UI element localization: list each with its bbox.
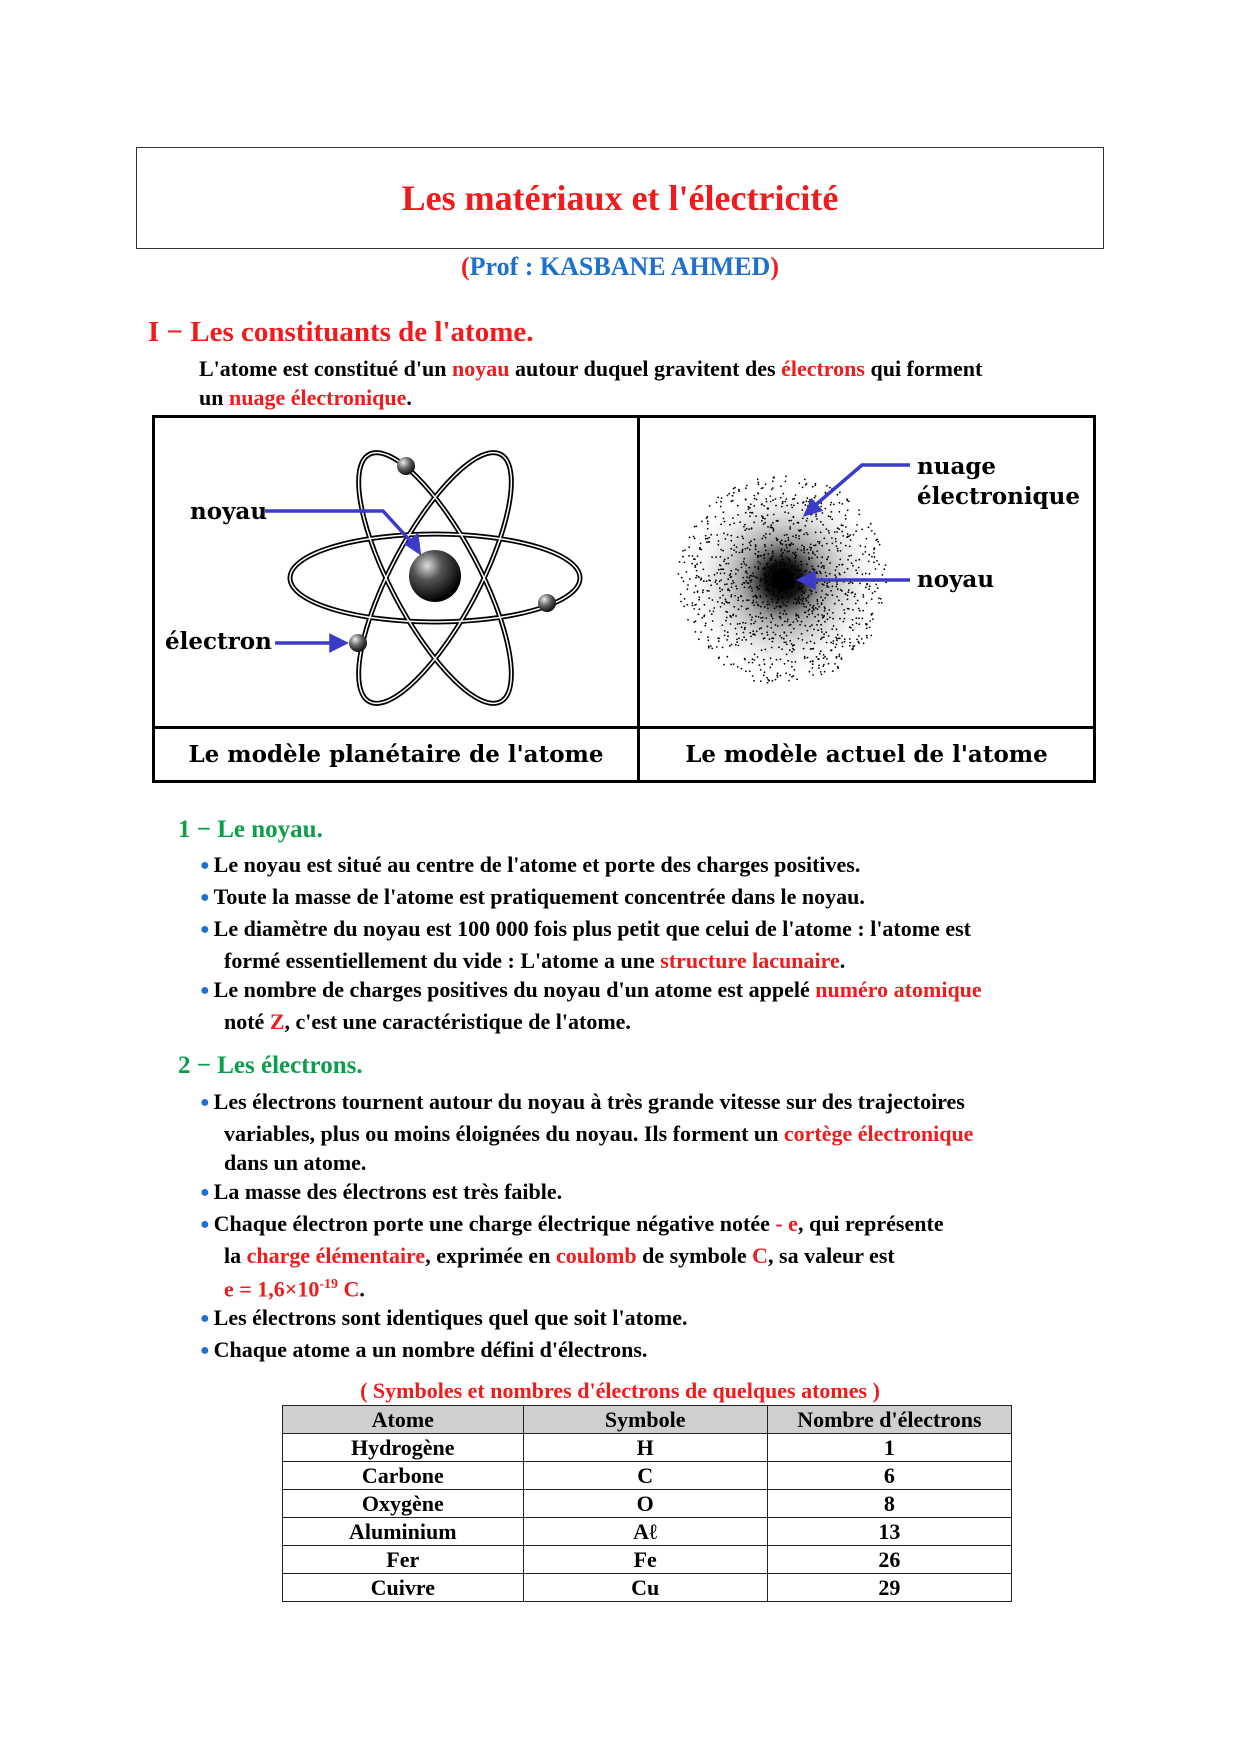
intro-text: . <box>406 385 412 410</box>
bullet-dot-icon: ● <box>200 982 210 999</box>
bullet-continuation <box>200 1148 1120 1177</box>
planetary-model-illustration <box>155 418 637 726</box>
cloud-model-illustration <box>640 418 1093 726</box>
cell-atome: Fer <box>283 1546 524 1574</box>
caption-planetary-model: Le modèle planétaire de l'atome <box>188 741 604 768</box>
header-symbole: Symbole <box>523 1406 767 1434</box>
cell-atome: Hydrogène <box>283 1434 524 1462</box>
bullet-text: Le diamètre du noyau est 100 000 fois plus petit que celui de l'atome : l'atome est <box>213 916 971 941</box>
cell-nombre: 26 <box>767 1546 1011 1574</box>
bullet-text: Les électrons tournent autour du noyau à très grande vitesse sur des trajectoires <box>213 1089 965 1114</box>
intro-text: qui forment <box>864 356 983 381</box>
cell-symbole: O <box>523 1490 767 1518</box>
caption-current-model: Le modèle actuel de l'atome <box>685 741 1048 768</box>
label-electron: électron <box>165 628 272 655</box>
bullet-text: , exprimée en <box>425 1243 556 1268</box>
charge-unit: C <box>338 1276 360 1302</box>
bullet-text: la <box>224 1243 247 1268</box>
label-noyau: noyau <box>190 498 268 525</box>
intro-text: un <box>199 385 229 410</box>
keyword-electrons: électrons <box>781 356 865 381</box>
keyword-nuage-electronique: nuage électronique <box>228 385 407 410</box>
bullet-dot-icon: ● <box>200 1184 210 1201</box>
table-row <box>283 1518 1012 1546</box>
bullet-continuation <box>200 946 1120 975</box>
header-nombre-electrons: Nombre d'électrons <box>767 1406 1011 1434</box>
keyword-charge-elementaire: charge élémentaire <box>246 1243 426 1268</box>
table-row <box>283 1546 1012 1574</box>
cell-nombre: 1 <box>767 1434 1011 1462</box>
keyword-cortege-electronique: cortège électronique <box>783 1121 974 1146</box>
bullet-text: Toute la masse de l'atome est pratiquement concentrée dans le noyau. <box>213 884 865 909</box>
electron-sphere <box>349 634 367 652</box>
bullet-text: . <box>359 1276 365 1302</box>
keyword-z: Z <box>269 1009 285 1034</box>
charge-exponent: -19 <box>319 1277 339 1292</box>
list-item <box>200 975 1120 1036</box>
bullet-text: variables, plus ou moins éloignées du noyau. Ils forment un <box>224 1121 784 1146</box>
cell-symbole: Aℓ <box>523 1518 767 1546</box>
keyword-structure-lacunaire: structure lacunaire <box>660 948 840 973</box>
cell-nombre: 29 <box>767 1574 1011 1602</box>
bullet-dot-icon: ● <box>200 1310 210 1328</box>
cell-nombre: 6 <box>767 1462 1011 1490</box>
cell-nombre: 13 <box>767 1518 1011 1546</box>
bullet-text: Chaque atome a un nombre défini d'électrons. <box>213 1337 648 1363</box>
bullet-text: , qui représente <box>797 1211 944 1236</box>
electrons-bullets <box>200 1087 1120 1367</box>
bullet-text: , c'est une caractéristique de l'atome. <box>284 1009 631 1034</box>
author-name: Prof : KASBANE AHMED <box>469 252 771 281</box>
list-item <box>200 882 1120 914</box>
bullet-text: La masse des électrons est très faible. <box>213 1179 563 1204</box>
table-row <box>283 1434 1012 1462</box>
keyword-c: C <box>752 1243 769 1268</box>
bullet-dot-icon: ● <box>200 857 210 874</box>
author-line <box>0 252 1240 282</box>
list-item <box>200 850 1120 882</box>
bullet-text: Les électrons sont identiques quel que soit l'atome. <box>213 1305 688 1331</box>
cell-atome: Aluminium <box>283 1518 524 1546</box>
keyword-coulomb: coulomb <box>555 1243 637 1268</box>
bullet-dot-icon: ● <box>200 889 210 906</box>
cell-atome: Carbone <box>283 1462 524 1490</box>
atom-models-figure <box>152 415 1096 783</box>
intro-line-1 <box>199 354 1119 383</box>
intro-text: L'atome est constitué d'un <box>199 356 452 381</box>
list-item <box>200 1087 1120 1177</box>
cloud-nucleus <box>772 569 794 591</box>
bullet-text: noté <box>224 1009 270 1034</box>
bullet-text: Le noyau est situé au centre de l'atome et porte des charges positives. <box>213 852 861 877</box>
electron-sphere <box>538 594 556 612</box>
bullet-text: , sa valeur est <box>768 1243 895 1268</box>
bullet-continuation <box>200 1270 1120 1303</box>
list-item <box>200 1335 1120 1367</box>
electron-sphere <box>397 457 415 475</box>
cell-symbole: Fe <box>523 1546 767 1574</box>
section-heading-atom: I − Les constituants de l'atome. <box>148 316 534 348</box>
intro-text: autour duquel gravitent des <box>509 356 782 381</box>
label-nuage-line1: nuage <box>917 453 997 480</box>
keyword-numero-atomique: numéro atomique <box>815 977 982 1002</box>
charge-value: e = 1,6×10 <box>224 1276 320 1302</box>
list-item <box>200 1177 1120 1209</box>
keyword-noyau: noyau <box>452 356 510 381</box>
bullet-continuation <box>200 1007 1120 1036</box>
bullet-dot-icon: ● <box>200 1342 210 1360</box>
list-item <box>200 1303 1120 1335</box>
atoms-table <box>282 1405 1012 1602</box>
bullet-dot-icon: ● <box>200 921 210 938</box>
cell-symbole: Cu <box>523 1574 767 1602</box>
table-row <box>283 1574 1012 1602</box>
label-nuage-line2: électronique <box>917 483 1080 510</box>
label-noyau-actuel: noyau <box>917 566 995 593</box>
bullet-text: dans un atome. <box>224 1150 367 1175</box>
bullet-continuation <box>200 1119 1120 1148</box>
list-item <box>200 1209 1120 1303</box>
intro-line-2 <box>199 383 1119 412</box>
cell-symbole: H <box>523 1434 767 1462</box>
title-box <box>136 147 1104 249</box>
page-title: Les matériaux et l'électricité <box>401 178 839 218</box>
cell-nombre: 8 <box>767 1490 1011 1518</box>
bullet-dot-icon: ● <box>200 1216 210 1233</box>
list-item <box>200 914 1120 975</box>
keyword-minus-e: - e <box>775 1211 798 1236</box>
nucleus-sphere <box>409 550 461 602</box>
header-atome: Atome <box>283 1406 524 1434</box>
table-header-row <box>283 1406 1012 1434</box>
table-caption: ( Symboles et nombres d'électrons de quelques atomes ) <box>360 1378 880 1403</box>
bullet-text: formé essentiellement du vide : L'atome a une <box>224 948 661 973</box>
table-row <box>283 1490 1012 1518</box>
bullet-text: . <box>839 948 846 973</box>
noyau-bullets <box>200 850 1120 1036</box>
subheading-noyau: 1 − Le noyau. <box>178 816 323 843</box>
table-row <box>283 1462 1012 1490</box>
subheading-electrons: 2 − Les électrons. <box>178 1052 363 1079</box>
bullet-text: Le nombre de charges positives du noyau d'un atome est appelé <box>213 977 816 1002</box>
author-paren-open: ( <box>460 252 470 281</box>
cell-atome: Oxygène <box>283 1490 524 1518</box>
cell-atome: Cuivre <box>283 1574 524 1602</box>
cell-symbole: C <box>523 1462 767 1490</box>
bullet-dot-icon: ● <box>200 1094 210 1111</box>
bullet-text: Chaque électron porte une charge électrique négative notée <box>213 1211 776 1236</box>
intro-paragraph <box>199 354 1119 412</box>
author-paren-close: ) <box>770 252 780 281</box>
bullet-text: de symbole <box>636 1243 753 1268</box>
bullet-continuation <box>200 1241 1120 1270</box>
